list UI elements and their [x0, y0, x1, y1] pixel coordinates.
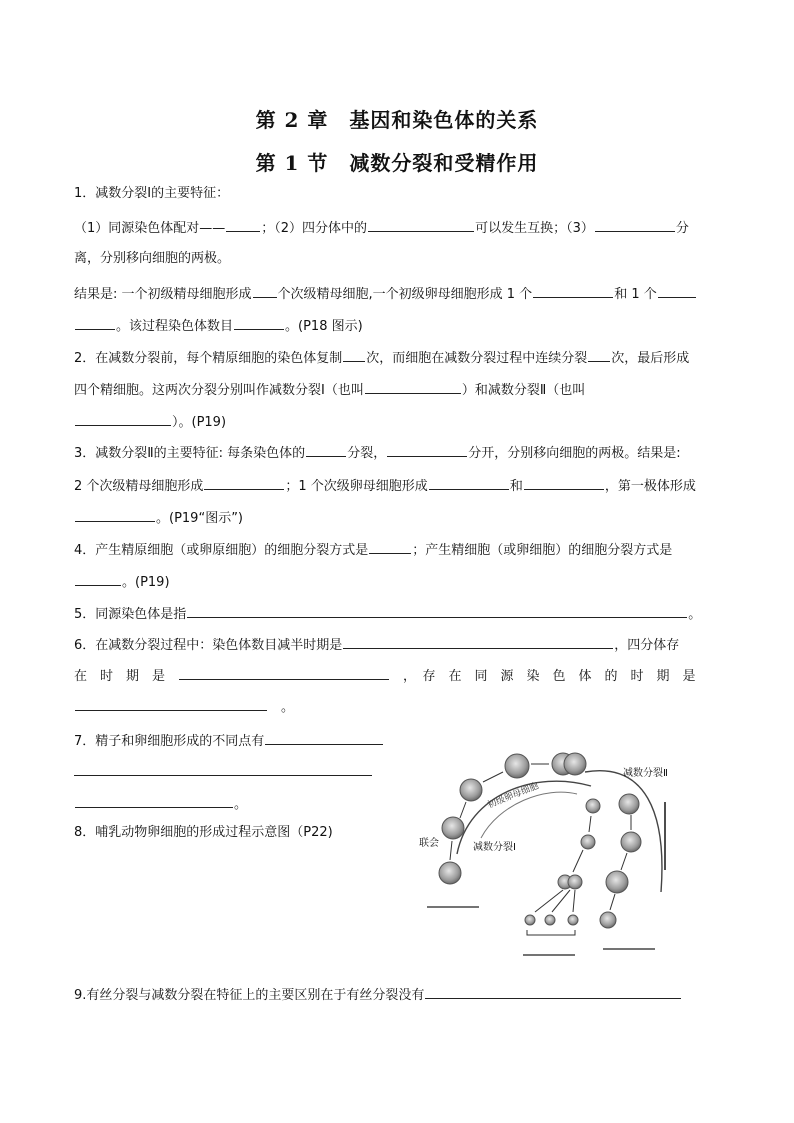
cell-metaphase2	[621, 832, 641, 852]
q8-line1: 8．哺乳动物卵细胞的形成过程示意图（P22)	[74, 825, 333, 840]
q1-text: ；（2）四分体中的	[261, 221, 368, 236]
answer-blank[interactable]	[75, 572, 121, 586]
answer-blank[interactable]	[369, 540, 411, 554]
cell-second-polar-body	[525, 915, 535, 925]
q1-text: 和 1 个	[614, 287, 657, 302]
cell-secondary-oocyte	[619, 794, 639, 814]
q3-text: ，第一极体形成	[604, 479, 696, 494]
answer-blank[interactable]	[595, 218, 675, 232]
q7-text: 7．精子和卵细胞形成的不同点有	[74, 734, 265, 749]
q4-text: 。(P19)	[122, 575, 170, 590]
cell-synapsis	[442, 817, 464, 839]
answer-blank[interactable]	[204, 476, 284, 490]
cell-anaphase1-b	[564, 753, 586, 775]
label-meiosis1: 减数分裂Ⅰ	[473, 842, 516, 853]
cell-polar-body-3	[568, 915, 578, 925]
q9-text: 9.有丝分裂与减数分裂在特征上的主要区别在于有丝分裂没有	[74, 988, 425, 1003]
section-title: 第 1 节 减数分裂和受精作用	[255, 151, 539, 175]
q3-text: 2 个次级精母细胞形成	[74, 479, 204, 494]
cell-primary-oocyte	[460, 779, 482, 801]
q1-text: 可以发生互换；（3）	[475, 221, 594, 236]
q3-line2	[74, 476, 696, 496]
q2-line3	[74, 412, 226, 432]
q2-text: ）。(P19)	[172, 415, 227, 430]
cell-polar-body-division	[581, 835, 595, 849]
answer-blank[interactable]	[429, 476, 509, 490]
q4-text: 4．产生精原细胞（或卵原细胞）的细胞分裂方式是	[74, 543, 369, 558]
q2-text: 四个精细胞。这两次分裂分别叫作减数分裂Ⅰ（也叫	[74, 383, 364, 398]
q4-text: ；产生精细胞（或卵细胞）的细胞分裂方式是	[412, 543, 673, 558]
label-primary-oocyte: 初级卵母细胞	[486, 781, 541, 811]
answer-blank[interactable]	[533, 284, 613, 298]
q3-text: ；1 个次级卵母细胞形成	[285, 479, 428, 494]
q7-line3	[74, 794, 247, 814]
q3-text: 3．减数分裂Ⅱ的主要特征: 每条染色体的	[74, 446, 306, 461]
q1-text: 结果是: 一个初级精母细胞形成	[74, 287, 252, 302]
q1-line4	[74, 284, 697, 304]
cell-egg	[600, 912, 616, 928]
q1-text: 分	[675, 221, 689, 236]
answer-blank[interactable]	[75, 794, 233, 808]
answer-blank[interactable]	[365, 380, 461, 394]
polar-bodies-bracket	[527, 930, 575, 935]
answer-blank[interactable]	[343, 348, 365, 362]
answer-blank[interactable]	[387, 443, 467, 457]
answer-blank[interactable]	[658, 284, 696, 298]
q6-line2	[74, 666, 696, 686]
cell-polar-body-2	[545, 915, 555, 925]
q6-text: 6．在减数分裂过程中：染色体数目减半时期是	[74, 638, 343, 653]
answer-blank[interactable]	[234, 316, 284, 330]
answer-blank[interactable]	[343, 635, 613, 649]
cell-anaphase2	[606, 871, 628, 893]
chapter-title: 第 2 章 基因和染色体的关系	[255, 108, 539, 132]
q4-line1	[74, 540, 672, 560]
q2-text: ）和减数分裂Ⅱ（也叫	[461, 383, 586, 398]
cell-polar-body-split-b	[568, 875, 582, 889]
q1-text: 。该过程染色体数目	[116, 319, 234, 334]
answer-blank[interactable]	[226, 218, 260, 232]
q1-text: （1）同源染色体配对——	[74, 221, 226, 236]
q7-text: 。	[234, 797, 248, 812]
q6-text: ， 存 在 同 源 染 色 体 的 时 期 是	[403, 669, 696, 684]
q1-line3: 离，分别移向细胞的两极。	[74, 251, 231, 266]
answer-blank[interactable]	[265, 731, 383, 745]
answer-blank[interactable]	[75, 697, 267, 711]
q1-text: 个次级精母细胞,一个初级卵母细胞形成 1 个	[277, 287, 533, 302]
q1-text: 。(P18 图示)	[285, 319, 363, 334]
label-meiosis2: 减数分裂Ⅱ	[623, 768, 668, 779]
q5-text: 5．同源染色体是指	[74, 607, 187, 622]
q4-line2	[74, 572, 170, 592]
q1-line2	[74, 218, 689, 238]
q5-line1	[74, 604, 701, 624]
answer-blank[interactable]	[253, 284, 277, 298]
q5-text: 。	[688, 607, 702, 622]
q6-text: 在 时 期 是	[74, 669, 166, 684]
q3-text: 分裂，	[347, 446, 387, 461]
answer-blank[interactable]	[588, 348, 610, 362]
q1-stem: 1．减数分裂Ⅰ的主要特征：	[74, 186, 230, 201]
label-synapsis: 联会	[419, 838, 439, 849]
answer-blank[interactable]	[75, 412, 171, 426]
q6-text: ，四分体存	[614, 638, 680, 653]
q2-line1	[74, 348, 689, 368]
answer-blank[interactable]	[425, 985, 681, 999]
q1-line5	[74, 316, 363, 336]
answer-blank[interactable]	[524, 476, 604, 490]
cell-oogonium	[439, 862, 461, 884]
q6-line1	[74, 635, 679, 655]
q3-text: 。(P19“图示”)	[156, 511, 243, 526]
q9-line1	[74, 985, 682, 1005]
cell-first-polar-body	[586, 799, 600, 813]
q3-text: 分开，分别移向细胞的两极。结果是:	[468, 446, 681, 461]
q3-text: 和	[509, 479, 523, 494]
q2-line2	[74, 380, 585, 400]
answer-blank[interactable]	[306, 443, 346, 457]
answer-blank[interactable]	[74, 775, 372, 776]
q2-text: 2．在减数分裂前，每个精原细胞的染色体复制	[74, 351, 343, 366]
q3-line3	[74, 508, 243, 528]
answer-blank[interactable]	[187, 604, 687, 618]
q6-text: 。	[281, 700, 295, 715]
answer-blank[interactable]	[368, 218, 474, 232]
cell-metaphase1	[505, 754, 529, 778]
q2-text: 次，而细胞在减数分裂过程中连续分裂	[366, 351, 588, 366]
q3-line1	[74, 443, 681, 463]
q6-line3	[74, 697, 294, 717]
answer-blank[interactable]	[75, 316, 115, 330]
oocyte-formation-figure	[405, 742, 725, 964]
answer-blank[interactable]	[75, 508, 155, 522]
answer-blank[interactable]	[179, 666, 389, 680]
q2-text: 次，最后形成	[611, 351, 690, 366]
q7-line1	[74, 731, 384, 751]
